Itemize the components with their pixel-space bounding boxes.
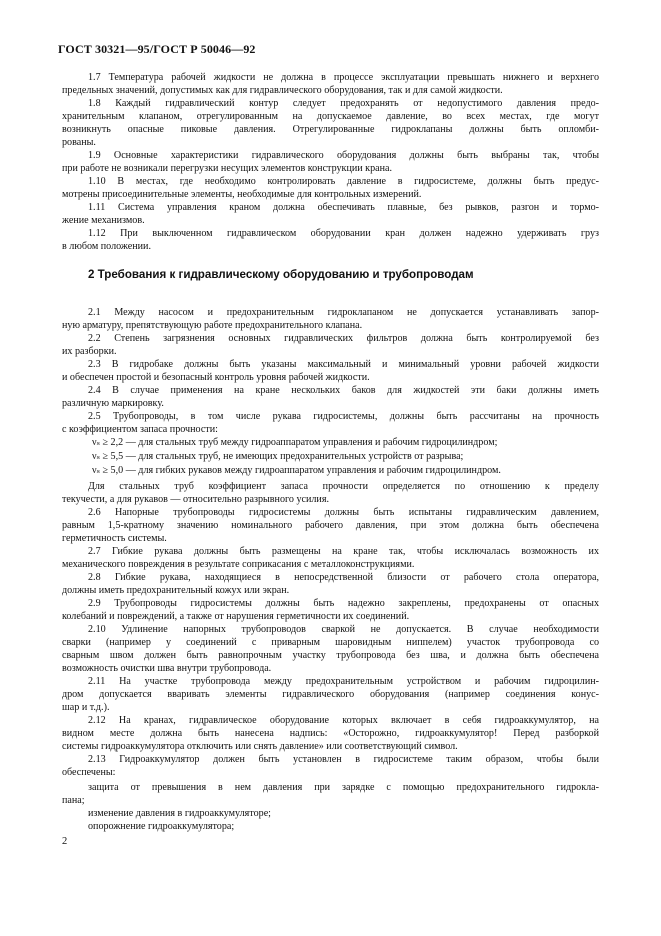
text-line: должны иметь предохранительный кожух или экран.	[62, 585, 290, 596]
text-line: опорожнение гидроаккумулятора;	[88, 821, 235, 832]
text-line: шар и т.д.).	[62, 702, 110, 713]
text-line: возможность очистки шва внутри трубопровода.	[62, 663, 272, 674]
formula-line: νₛ ≥ 5,5 — для стальных труб, не имеющих предохранительных устройств от разрыва;	[92, 451, 464, 462]
text-line: 2.9 Трубопроводы гидросистемы должны быть надежно закреплены, предохранены от опасных	[88, 598, 599, 609]
text-line: 2.2 Степень загрязнения основных гидравлических фильтров должна быть контролируемой без	[88, 333, 599, 344]
text-line: дром допускается вваривать элементы гидравлического оборудования (например соединения конус-	[62, 689, 599, 700]
page-number: 2	[62, 836, 68, 847]
text-line: 1.12 При выключенном гидравлическом оборудовании кран должен надежно удерживать груз	[88, 228, 599, 239]
text-line: изменение давления в гидроаккумуляторе;	[88, 808, 271, 819]
text-line: 2.5 Трубопроводы, в том числе рукава гидросистемы, должны быть рассчитаны на прочность	[88, 411, 599, 422]
text-line: 2.6 Напорные трубопроводы гидросистемы должны быть испытаны гидравлическим давлением,	[88, 507, 599, 518]
text-line: 2.4 В случае применения на кране нескольких баков для жидкостей эти баки должны иметь	[88, 385, 599, 396]
text-line: 1.11 Система управления краном должна обеспечивать плавные, без рывков, разгон и тормо-	[88, 202, 599, 213]
text-line: 2.7 Гибкие рукава должны быть размещены на кране так, чтобы исключалась возможность их	[88, 546, 599, 557]
text-line: сварки (например у соединений с приварным шаровидным ниппелем) участок трубопровода со	[62, 637, 599, 648]
text-line: обеспечены:	[62, 767, 116, 778]
formula-line: νₛ ≥ 5,0 — для гибких рукавов между гидроаппаратом управления и рабочим гидроцилиндром.	[92, 465, 501, 476]
text-line: 1.9 Основные характеристики гидравлического оборудования должны быть выбраны так, чтобы	[88, 150, 599, 161]
text-line: ную арматуру, препятствующую работе предохранительного клапана.	[62, 320, 363, 331]
text-line: видном месте должна быть нанесена надпись: «Осторожно, гидроаккумулятор! Перед разборкой	[62, 728, 599, 739]
text-line: в любом положении.	[62, 241, 151, 252]
text-line: с коэффициентом запаса прочности:	[62, 424, 218, 435]
text-line: текучести, а для рукавов — относительно разрывного усилия.	[62, 494, 329, 505]
formula-line: νₛ ≥ 2,2 — для стальных труб между гидроаппаратом управления и рабочим гидроцилиндром;	[92, 437, 498, 448]
text-line: защита от превышения в нем давления при зарядке с помощью предохранительного гидрокла-	[88, 782, 599, 793]
text-line: герметичность системы.	[62, 533, 167, 544]
text-line: различную маркировку.	[62, 398, 164, 409]
text-line: 2.11 На участке трубопровода между предохранительным устройством и рабочим гидроцилин-	[88, 676, 599, 687]
text-line: хранительным клапаном, отрегулированным на допускаемое давление, во всех местах, где могут	[62, 111, 599, 122]
text-line: и обеспечен простой и безопасный контроль уровня рабочей жидкости.	[62, 372, 370, 383]
text-line: 1.8 Каждый гидравлический контур следует предохранять от недопустимого давления предо-	[88, 98, 599, 109]
text-line: рованы.	[62, 137, 96, 148]
text-line: 2.13 Гидроаккумулятор должен быть установлен в гидросистеме таким образом, чтобы были	[88, 754, 599, 765]
text-line: равным 1,5-кратному значению номинального рабочего давления, при этом должна быть обеспечена	[62, 520, 599, 531]
text-line: 2.10 Удлинение напорных трубопроводов сваркой не допускается. В случае необходимости	[88, 624, 599, 635]
text-line: системы гидроаккумулятора отключить или снять давление» или соответствующий символ.	[62, 741, 458, 752]
text-line: 1.10 В местах, где необходимо контролировать давление в гидросистеме, должны быть предус-	[88, 176, 599, 187]
text-line: возникнуть опасные пиковые давления. Отрегулированные гидроклапаны должны быть опломби-	[62, 124, 599, 135]
text-line: их разборки.	[62, 346, 117, 357]
text-line: механического повреждения в результате соприкасания с металлоконструкциями.	[62, 559, 415, 570]
section-heading: 2 Требования к гидравлическому оборудованию и трубопроводам	[88, 268, 474, 281]
text-line: 1.7 Температура рабочей жидкости не должна в процессе эксплуатации превышать нижнего и верхнего	[88, 72, 599, 83]
text-line: пана;	[62, 795, 85, 806]
text-line: колебаний и повреждений, а также от нарушения герметичности их соединений.	[62, 611, 410, 622]
page-header: ГОСТ 30321—95/ГОСТ Р 50046—92	[58, 42, 256, 56]
text-line: предельных значений, допустимых как для гидравлического оборудования, так и для самой жидкости.	[62, 85, 503, 96]
text-line: жение механизмов.	[62, 215, 145, 226]
text-line: 2.8 Гибкие рукава, находящиеся в непосредственной близости от рабочего стола оператора,	[88, 572, 599, 583]
text-line: 2.3 В гидробаке должны быть указаны максимальный и минимальный уровни рабочей жидкости	[88, 359, 599, 370]
text-line: 2.1 Между насосом и предохранительным гидроклапаном не допускается устанавливать запор-	[88, 307, 599, 318]
text-line: при работе не возникали перегрузки несущих элементов конструкции крана.	[62, 163, 393, 174]
text-line: 2.12 На кранах, гидравлическое оборудование которых включает в себя гидроаккумулятор, на	[88, 715, 599, 726]
text-line: мотрены присоединительные элементы, необходимые для контрольных измерений.	[62, 189, 422, 200]
text-line: Для стальных труб коэффициент запаса прочности определяется по отношению к пределу	[88, 481, 599, 492]
text-line: сварным швом должен быть равнопрочным участку трубопровода без шва, и должна быть обеспечена	[62, 650, 599, 661]
